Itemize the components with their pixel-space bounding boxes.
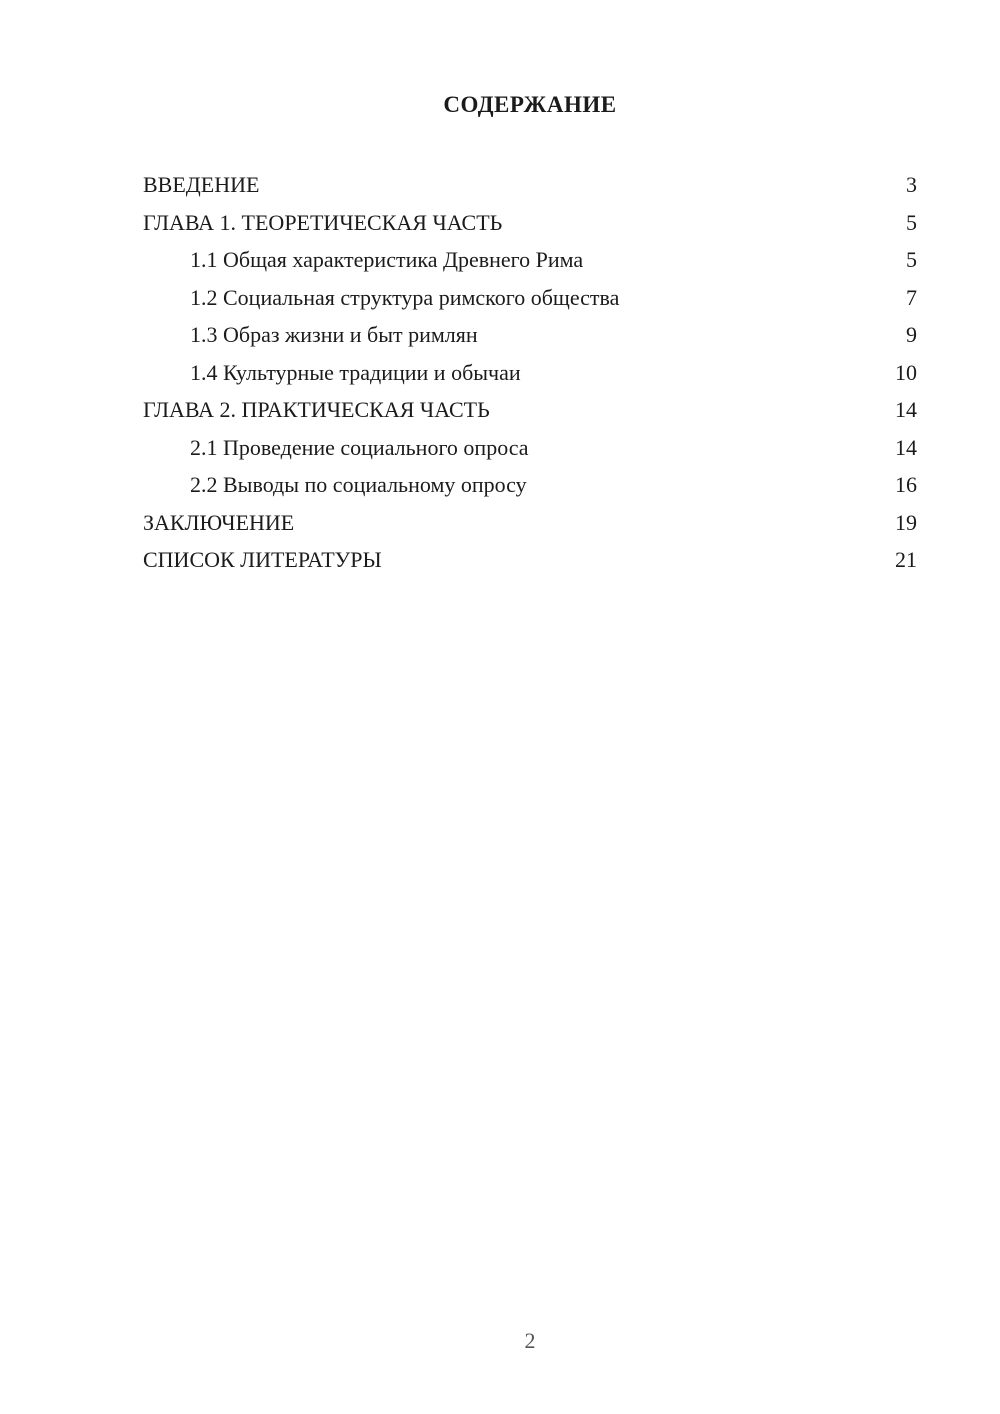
toc-entry-label: 1.3 Образ жизни и быт римлян	[190, 322, 478, 347]
toc-entry-label: СПИСОК ЛИТЕРАТУРЫ	[143, 547, 382, 572]
toc-entry	[143, 541, 917, 579]
toc-entry-page-number: 21	[895, 547, 917, 572]
toc-entry-label: 2.2 Выводы по социальному опросу	[190, 472, 527, 497]
toc-entry	[143, 166, 917, 204]
toc-entry	[143, 241, 917, 279]
toc-entry-page-number: 7	[906, 284, 917, 310]
toc-entry-label: ГЛАВА 2. ПРАКТИЧЕСКАЯ ЧАСТЬ	[143, 397, 490, 422]
toc-entry-page-number: 10	[895, 359, 917, 385]
toc-entry-page-number: 9	[906, 322, 917, 347]
toc-entry	[143, 279, 917, 317]
toc-entry-label: 1.4 Культурные традиции и обычаи	[190, 359, 521, 385]
toc-entry-page-number: 3	[906, 172, 917, 197]
toc-entry	[143, 429, 917, 467]
toc-entry	[143, 504, 917, 542]
toc-entry	[143, 354, 917, 392]
toc-entry-label: ЗАКЛЮЧЕНИЕ	[143, 509, 295, 535]
footer-page-number: 2	[524, 1328, 536, 1353]
table-of-contents	[143, 166, 917, 579]
toc-entry-label: ГЛАВА 1. ТЕОРЕТИЧЕСКАЯ ЧАСТЬ	[143, 209, 503, 235]
toc-entry-label: 2.1 Проведение социального опроса	[190, 434, 529, 460]
toc-entry	[143, 466, 917, 504]
toc-entry-label: ВВЕДЕНИЕ	[143, 172, 260, 197]
toc-entry	[143, 316, 917, 354]
toc-entry-label: 1.2 Социальная структура римского общества	[190, 284, 620, 310]
toc-entry	[143, 391, 917, 429]
toc-entry-page-number: 5	[906, 247, 917, 272]
toc-entry-page-number: 14	[895, 434, 917, 460]
page-title: СОДЕРЖАНИЕ	[443, 92, 617, 117]
toc-entry-page-number: 14	[895, 397, 917, 422]
toc-entry-page-number: 5	[906, 209, 917, 235]
toc-entry-page-number: 19	[895, 509, 917, 535]
toc-entry-page-number: 16	[895, 472, 917, 497]
toc-entry-label: 1.1 Общая характеристика Древнего Рима	[190, 247, 584, 272]
toc-entry	[143, 204, 917, 242]
